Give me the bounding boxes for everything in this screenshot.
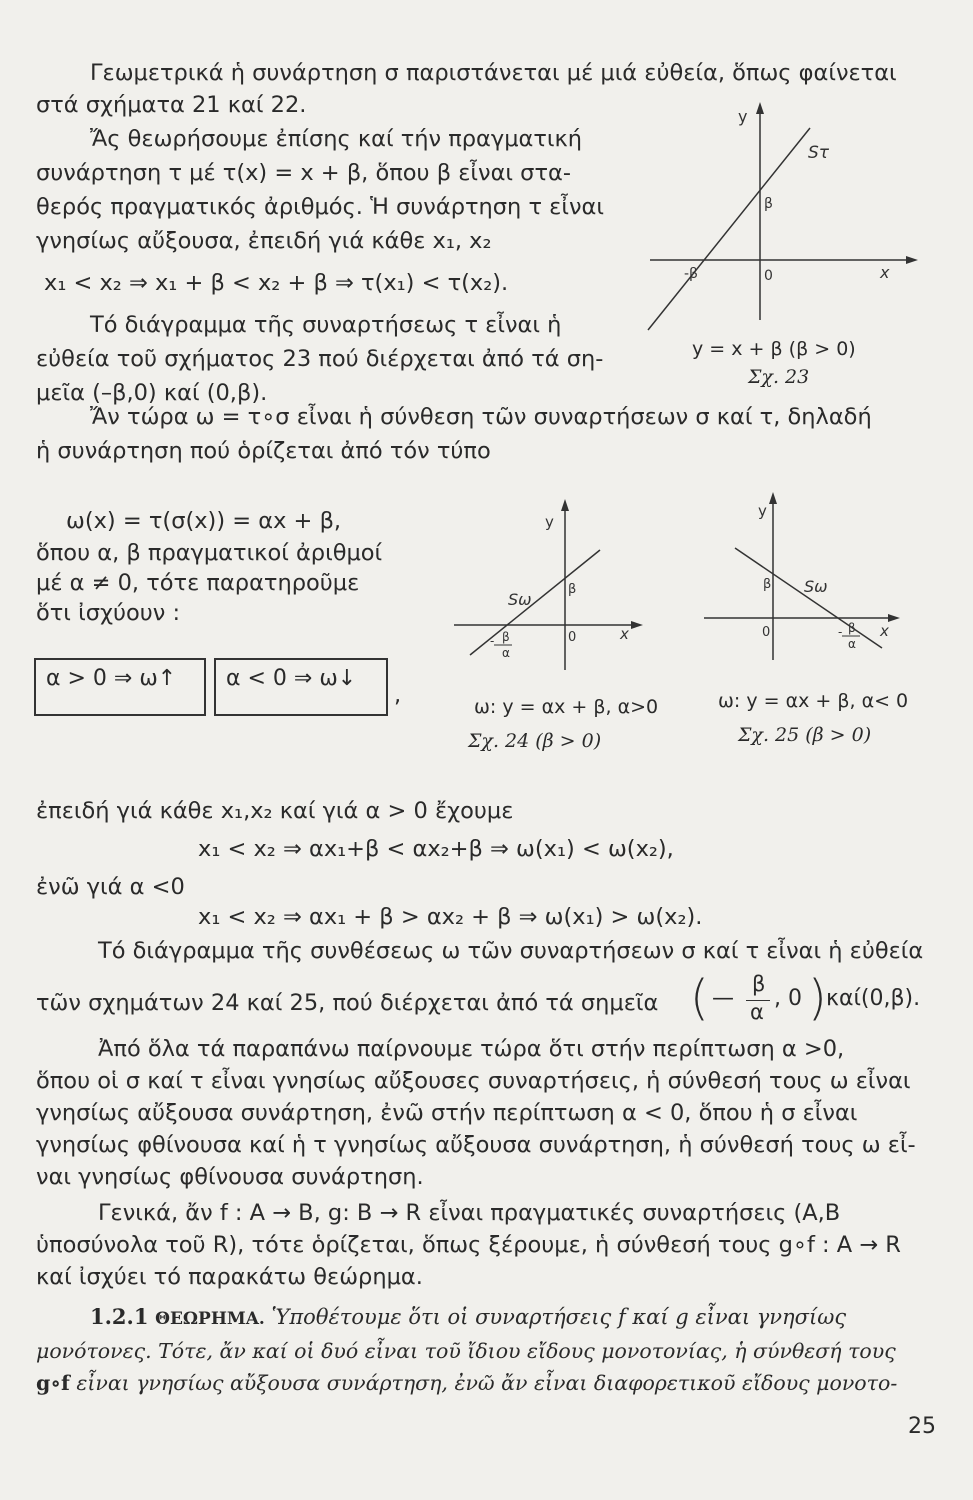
text-line: ἡ συνάρτηση πού ὁρίζεται ἀπό τόν τύπο bbox=[36, 438, 491, 464]
theorem-text: Ὑποθέτουμε ὅτι οἱ συναρτήσεις f καί g εἶναι γνησίως bbox=[271, 1305, 847, 1329]
text-line: ὅπου α, β πραγματικοί ἀριθμοί bbox=[36, 540, 383, 566]
beta-label: β bbox=[763, 577, 772, 592]
line-s-tau bbox=[648, 128, 810, 330]
beta-label: β bbox=[764, 196, 773, 212]
figure-24-caption: ω: y = αx + β, α>0 bbox=[474, 696, 659, 718]
text-line: Ἄν τώρα ω = τ∘σ εἶναι ἡ σύνθεση τῶν συναρτήσεων σ καί τ, δηλαδή bbox=[90, 404, 872, 430]
paren-open: ( bbox=[690, 970, 709, 1026]
origin-label: 0 bbox=[764, 268, 773, 284]
minus-sign: - bbox=[838, 625, 843, 639]
x-axis-arrow-icon bbox=[906, 256, 918, 264]
figure-25-number: Σχ. 25 (β > 0) bbox=[738, 724, 872, 746]
x-axis-arrow-icon bbox=[631, 621, 643, 629]
formula-decreasing: x₁ < x₂ ⇒ αx₁ + β > αx₂ + β ⇒ ω(x₁) > ω(x₂). bbox=[198, 904, 703, 930]
text-line: θερός πραγματικός ἀριθμός. Ἡ συνάρτηση τ εἶναι bbox=[36, 194, 604, 220]
formula-increasing: x₁ < x₂ ⇒ αx₁+β < αx₂+β ⇒ ω(x₁) < ω(x₂), bbox=[198, 836, 674, 862]
figure-23 bbox=[640, 100, 930, 340]
point-rest: , 0 bbox=[774, 986, 802, 1011]
theorem-title: ΘΕΩΡΗΜΑ. bbox=[155, 1309, 265, 1329]
y-label: y bbox=[758, 502, 767, 520]
figure-25 bbox=[700, 490, 910, 670]
text-line: Τό διάγραμμα τῆς συνθέσεως ω τῶν συναρτήσεων σ καί τ εἶναι ἡ εὐθεία bbox=[98, 938, 924, 964]
figure-23-number: Σχ. 23 bbox=[748, 366, 810, 388]
text-line: Ἀπό ὅλα τά παραπάνω παίρνουμε τώρα ὅτι στήν περίπτωση α >0, bbox=[98, 1036, 845, 1062]
text-line: εὐθεία τοῦ σχήματος 23 πού διέρχεται ἀπό τά ση- bbox=[36, 346, 604, 372]
text-line: ἐπειδή γιά κάθε x₁,x₂ καί γιά α > 0 ἔχουμε bbox=[36, 798, 514, 824]
line-label: Sω bbox=[508, 590, 532, 609]
frac-den: α bbox=[750, 1000, 764, 1024]
text-line: ὅτι ἰσχύουν : bbox=[36, 600, 181, 626]
y-axis-arrow-icon bbox=[561, 499, 569, 511]
formula-omega: ω(x) = τ(σ(x)) = αx + β, bbox=[66, 508, 342, 534]
text-line: γνησίως φθίνουσα καί ἡ τ γνησίως αὔξουσα συνάρτηση, ἡ σύνθεσή τους ω εἶ- bbox=[36, 1132, 916, 1158]
figure-25-caption: ω: y = αx + β, α< 0 bbox=[718, 690, 909, 712]
x-axis-arrow-icon bbox=[888, 614, 900, 622]
text-line: ἐνῶ γιά α <0 bbox=[36, 874, 185, 900]
text-line: μέ α ≠ 0, τότε παρατηροῦμε bbox=[36, 570, 360, 596]
theorem-heading bbox=[90, 1302, 846, 1334]
text-line: στά σχήματα 21 καί 22. bbox=[36, 92, 307, 118]
minus-sign: — bbox=[712, 986, 734, 1011]
neg-frac-den: α bbox=[848, 637, 856, 651]
text-line: τῶν σχημάτων 24 καί 25, πού διέρχεται ἀπό τά σημεῖα bbox=[36, 990, 659, 1016]
box-comma: , bbox=[394, 682, 402, 708]
paren-close: ) bbox=[808, 970, 827, 1026]
figure-24-number: Σχ. 24 (β > 0) bbox=[468, 730, 602, 752]
page-number: 25 bbox=[908, 1414, 936, 1439]
neg-frac-num: β bbox=[848, 621, 856, 635]
text-line: Τό διάγραμμα τῆς συναρτήσεως τ εἶναι ἡ bbox=[90, 312, 562, 338]
line-s-omega bbox=[735, 548, 882, 648]
formula-monotone-tau: x₁ < x₂ ⇒ x₁ + β < x₂ + β ⇒ τ(x₁) < τ(x₂). bbox=[44, 270, 509, 296]
text-line: Ἄς θεωρήσουμε ἐπίσης καί τήν πραγματική bbox=[90, 126, 583, 152]
point-expression bbox=[690, 970, 950, 1030]
text-line: γνησίως αὔξουσα συνάρτηση, ἐνῶ στήν περίπτωση α < 0, ὅπου ἡ σ εἶναι bbox=[36, 1100, 858, 1126]
text-line: ὅπου οἱ σ καί τ εἶναι γνησίως αὔξουσες συναρτήσεις, ἡ σύνθεσή τους ω εἶναι bbox=[36, 1068, 911, 1094]
text-line: γνησίως αὔξουσα, ἐπειδή γιά κάθε x₁, x₂ bbox=[36, 228, 492, 254]
box-alpha-positive: α > 0 ⇒ ω↑ bbox=[34, 658, 206, 716]
line-label: Sτ bbox=[808, 143, 830, 163]
text-line: συνάρτηση τ μέ τ(x) = x + β, ὅπου β εἶναι στα- bbox=[36, 160, 571, 186]
point-tail: καί(0,β). bbox=[826, 986, 921, 1011]
text-line: Γενικά, ἄν f : A → B, g: B → R εἶναι πραγματικές συναρτήσεις (A,B bbox=[98, 1200, 841, 1226]
text-line: καί ἰσχύει τό παρακάτω θεώρημα. bbox=[36, 1264, 423, 1290]
y-axis-arrow-icon bbox=[756, 102, 764, 114]
gof-label: g∘f bbox=[36, 1371, 70, 1395]
beta-label: β bbox=[568, 582, 577, 597]
x-label: x bbox=[620, 625, 629, 643]
origin-label: 0 bbox=[568, 630, 577, 645]
y-axis-arrow-icon bbox=[769, 492, 777, 504]
line-label: Sω bbox=[804, 577, 828, 596]
theorem-line bbox=[36, 1368, 897, 1398]
theorem-number: 1.2.1 bbox=[90, 1304, 149, 1329]
neg-frac-den: α bbox=[502, 646, 510, 660]
x-label: x bbox=[880, 622, 889, 640]
text-line: ναι γνησίως φθίνουσα συνάρτηση. bbox=[36, 1164, 424, 1190]
y-label: y bbox=[545, 513, 554, 531]
theorem-line: μονότονες. Τότε, ἄν καί οἱ δυό εἶναι τοῦ ἴδιου εἴδους μονοτονίας, ἡ σύνθεσή τους bbox=[36, 1339, 896, 1363]
text-line: ὑποσύνολα τοῦ R), τότε ὁρίζεται, ὅπως ξέρουμε, ἡ σύνθεσή τους g∘f : A → R bbox=[36, 1232, 901, 1258]
figure-24 bbox=[450, 495, 650, 675]
y-label: y bbox=[738, 107, 748, 126]
minus-sign: - bbox=[490, 634, 495, 648]
text-line: Γεωμετρικά ἡ συνάρτηση σ παριστάνεται μέ μιά εὐθεία, ὅπως φαίνεται bbox=[90, 60, 897, 86]
neg-frac-num: β bbox=[502, 630, 510, 644]
theorem-text: εἶναι γνησίως αὔξουσα συνάρτηση, ἐνῶ ἄν εἶναι διαφορετικοῦ εἴδους μονοτο- bbox=[69, 1371, 898, 1395]
x-label: x bbox=[880, 263, 890, 282]
origin-label: 0 bbox=[762, 625, 771, 640]
figure-23-caption: y = x + β (β > 0) bbox=[692, 338, 856, 360]
box-alpha-negative: α < 0 ⇒ ω↓ bbox=[214, 658, 388, 716]
frac-num: β bbox=[752, 972, 766, 996]
text-line: μεῖα (–β,0) καί (0,β). bbox=[36, 380, 268, 406]
neg-beta-label: -β bbox=[684, 266, 698, 282]
